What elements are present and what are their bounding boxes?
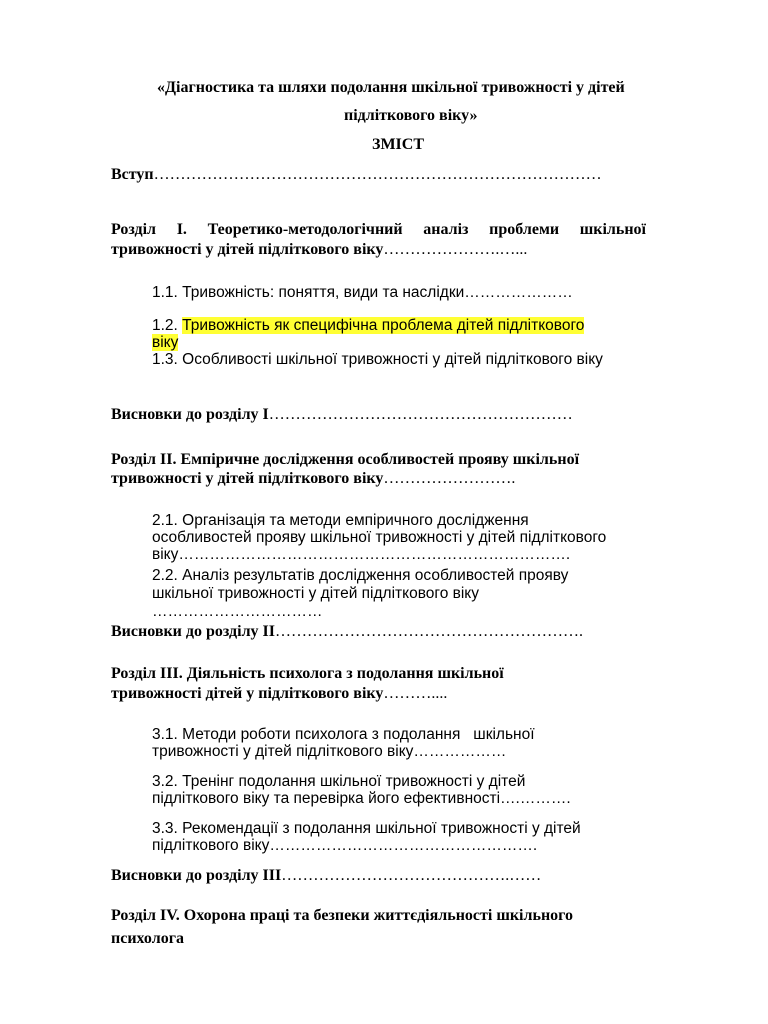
toc-item-2-1-line1: 2.1. Організація та методи емпіричного дослідження: [152, 512, 529, 529]
section3-heading-line2: [111, 685, 447, 703]
toc-item-3-2-line2: підліткового віку та перевірка його ефективності….……….: [152, 790, 571, 807]
toc-entry-intro-label: Вступ: [111, 166, 154, 183]
toc-item-1-2: [152, 317, 584, 335]
toc-entry-intro-leader: …………………………………………………………………………: [153, 166, 602, 183]
toc-item-3-1-line1: 3.1. Методи роботи психолога з подолання шкільної: [152, 726, 535, 743]
toc-item-2-2-line3: ……………………………: [152, 603, 323, 620]
toc-item-2-2-line2: шкільної тривожності у дітей підліткового віку: [152, 585, 480, 602]
toc-item-2-2-line1: 2.2. Аналіз результатів дослідження особливостей прояву: [152, 567, 569, 584]
toc-item-3-1-line2: тривожності у дітей підліткового віку………………: [152, 743, 507, 760]
section4-heading-line2: психолога: [111, 930, 184, 947]
toc-entry-intro: [111, 166, 602, 184]
section2-heading-leader: …………………….: [383, 470, 516, 487]
section2-conclusion-label: Висновки до розділу ІІ: [111, 623, 275, 640]
section1-heading-line1: Розділ І. Теоретико-методологічний аналіз проблеми шкільної: [111, 221, 646, 238]
section1-conclusion-label: Висновки до розділу І: [111, 406, 269, 423]
toc-item-1-2-prefix: 1.2.: [152, 317, 183, 334]
toc-item-3-3-line2: підліткового віку…………………………………………….: [152, 837, 538, 854]
toc-item-1-2-line2: [152, 334, 178, 352]
toc-item-1-1-leader: …………………: [464, 284, 573, 301]
section2-conclusion: [111, 623, 583, 641]
section3-conclusion-leader: …………………………………….……: [281, 867, 542, 884]
toc-item-1-2-highlighted-text-2: віку: [152, 334, 179, 351]
contents-heading: ЗМІСТ: [372, 136, 424, 153]
toc-item-3-3-line1: 3.3. Рекомендації з подолання шкільної тривожності у дітей: [152, 820, 581, 837]
section1-heading-line2: [111, 241, 527, 259]
toc-item-2-1-line2: особливостей прояву шкільної тривожності у дітей підліткового: [152, 529, 607, 546]
section2-heading-line1: Розділ ІІ. Емпіричне дослідження особливостей прояву шкільної: [111, 451, 580, 468]
section1-heading-leader: ………………….…...: [383, 241, 528, 258]
document-title-line1: «Діагностика та шляхи подолання шкільної тривожності у дітей: [157, 79, 625, 96]
toc-item-1-2-highlighted-text: Тривожність як специфічна проблема дітей підліткового: [182, 317, 585, 334]
section3-heading-text: тривожності дітей у підліткового віку: [111, 685, 384, 702]
section3-conclusion-label: Висновки до розділу ІІІ: [111, 867, 282, 884]
section3-conclusion: [111, 867, 541, 885]
section1-heading-text: тривожності у дітей підліткового віку: [111, 241, 384, 258]
section3-heading-leader: ………....: [383, 685, 448, 702]
toc-item-1-1-text: 1.1. Тривожність: поняття, види та наслідки: [152, 284, 465, 301]
section1-conclusion-leader: …………………………………………………: [268, 406, 573, 423]
toc-item-3-2-line1: 3.2. Тренінг подолання шкільної тривожності у дітей: [152, 773, 526, 790]
section2-heading-line2: [111, 470, 515, 488]
section3-heading-line1: Розділ ІІІ. Діяльність психолога з подолання шкільної: [111, 665, 504, 682]
section2-heading-text: тривожності у дітей підліткового віку: [111, 470, 384, 487]
document-title-line2: підліткового віку»: [344, 107, 478, 124]
section4-heading-line1: Розділ ІV. Охорона праці та безпеки життєдіяльності шкільного: [111, 907, 574, 924]
toc-item-2-1-line3: віку………………………………………………………………….: [152, 546, 571, 563]
toc-item-1-3: 1.3. Особливості шкільної тривожності у дітей підліткового віку: [152, 351, 603, 368]
toc-item-1-1: [152, 284, 573, 302]
section2-conclusion-leader: ………………………………………………….: [275, 623, 583, 640]
section1-conclusion: [111, 406, 573, 424]
